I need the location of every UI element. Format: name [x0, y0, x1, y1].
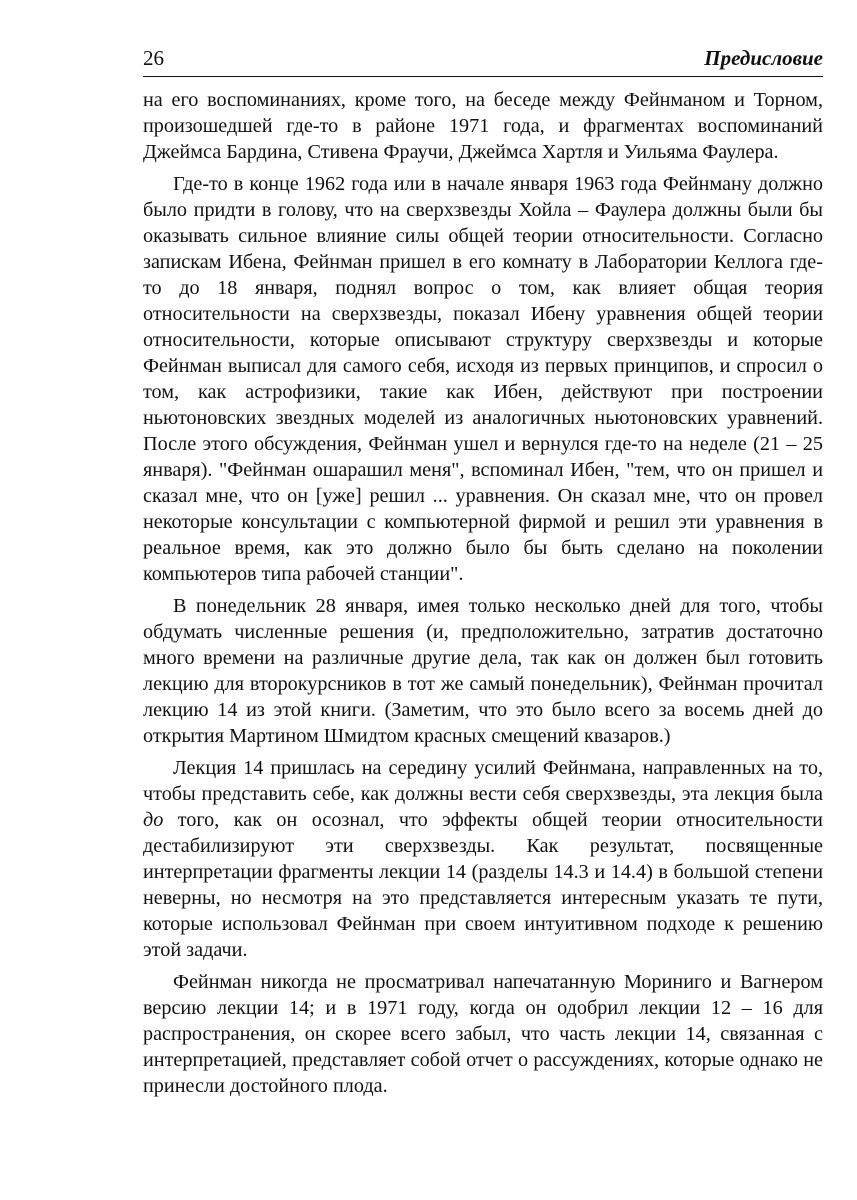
emphasized-word: до	[143, 809, 164, 831]
page-number: 26	[143, 46, 164, 70]
paragraph-text: того, как он осознал, что эффекты общей теории относительности дестабилизируют эти сверхзвезды. Как результат, посвященные интерпретации фрагменты лекции 14 (разделы 14.3 и 14.4) в большой степени неверны, но несмотря на это представляется интересным указать те пути, которые использовал Фейнман при своем интуитивном подходе к решению этой задачи.	[143, 809, 823, 961]
book-page	[143, 44, 823, 1099]
paragraph-continuation: на его воспоминаниях, кроме того, на беседе между Фейнманом и Торном, произошедшей где-то в районе 1971 года, и фрагментах воспоминаний Джеймса Бардина, Стивена Фраучи, Джеймса Хартля и Уильяма Фаулера.	[143, 89, 823, 163]
running-header	[143, 44, 823, 77]
body-text	[143, 87, 823, 1099]
paragraph-text: Лекция 14 пришлась на середину усилий Фейнмана, направленных на то, чтобы представить себе, как должны вести себя сверхзвезды, эта лекция была	[143, 757, 823, 805]
paragraph: Фейнман никогда не просматривал напечатанную Мориниго и Вагнером версию лекции 14; и в 1971 году, когда он одобрил лекции 12 – 16 для распространения, он скорее всего забыл, что часть лекции 14, связанная с интерпретацией, представляет собой отчет о рассуждениях, которые однако не принесли достойного плода.	[143, 971, 823, 1097]
paragraph: Где-то в конце 1962 года или в начале января 1963 года Фейнману должно было придти в голову, что на сверхзвезды Хойла – Фаулера должны были бы оказывать сильное влияние силы общей теории относительности. Согласно запискам Ибена, Фейнман пришел в его комнату в Лаборатории Келлога где-то до 18 января, поднял вопрос о том, как влияет общая теория относительности на сверхзвезды, показал Ибену уравнения общей теории относительности, которые описывают структуру сверхзвезды и которые Фейнман выписал для самого себя, исходя из первых принципов, и спросил о том, как астрофизики, такие как Ибен, действуют при построении ньютоновских звездных моделей из аналогичных ньютоновских уравнений. После этого обсуждения, Фейнман ушел и вернулся где-то на неделе (21 – 25 января). "Фейнман ошарашил меня", вспоминал Ибен, "тем, что он пришел и сказал мне, что он [уже] решил ... уравнения. Он сказал мне, что он провел некоторые консультации с компьютерной фирмой и решил эти уравнения в реальное время, как это должно было бы быть сделано на поколении компьютеров типа рабочей станции".	[143, 173, 823, 585]
paragraph: В понедельник 28 января, имея только несколько дней для того, чтобы обдумать численные решения (и, предположительно, затратив достаточно много времени на различные другие дела, так как он должен был готовить лекцию для второкурсников в тот же самый понедельник), Фейнман прочитал лекцию 14 из этой книги. (Заметим, что это было всего за восемь дней до открытия Мартином Шмидтом красных смещений квазаров.)	[143, 595, 823, 747]
section-title: Предисловие	[704, 46, 823, 70]
paragraph	[143, 755, 823, 963]
